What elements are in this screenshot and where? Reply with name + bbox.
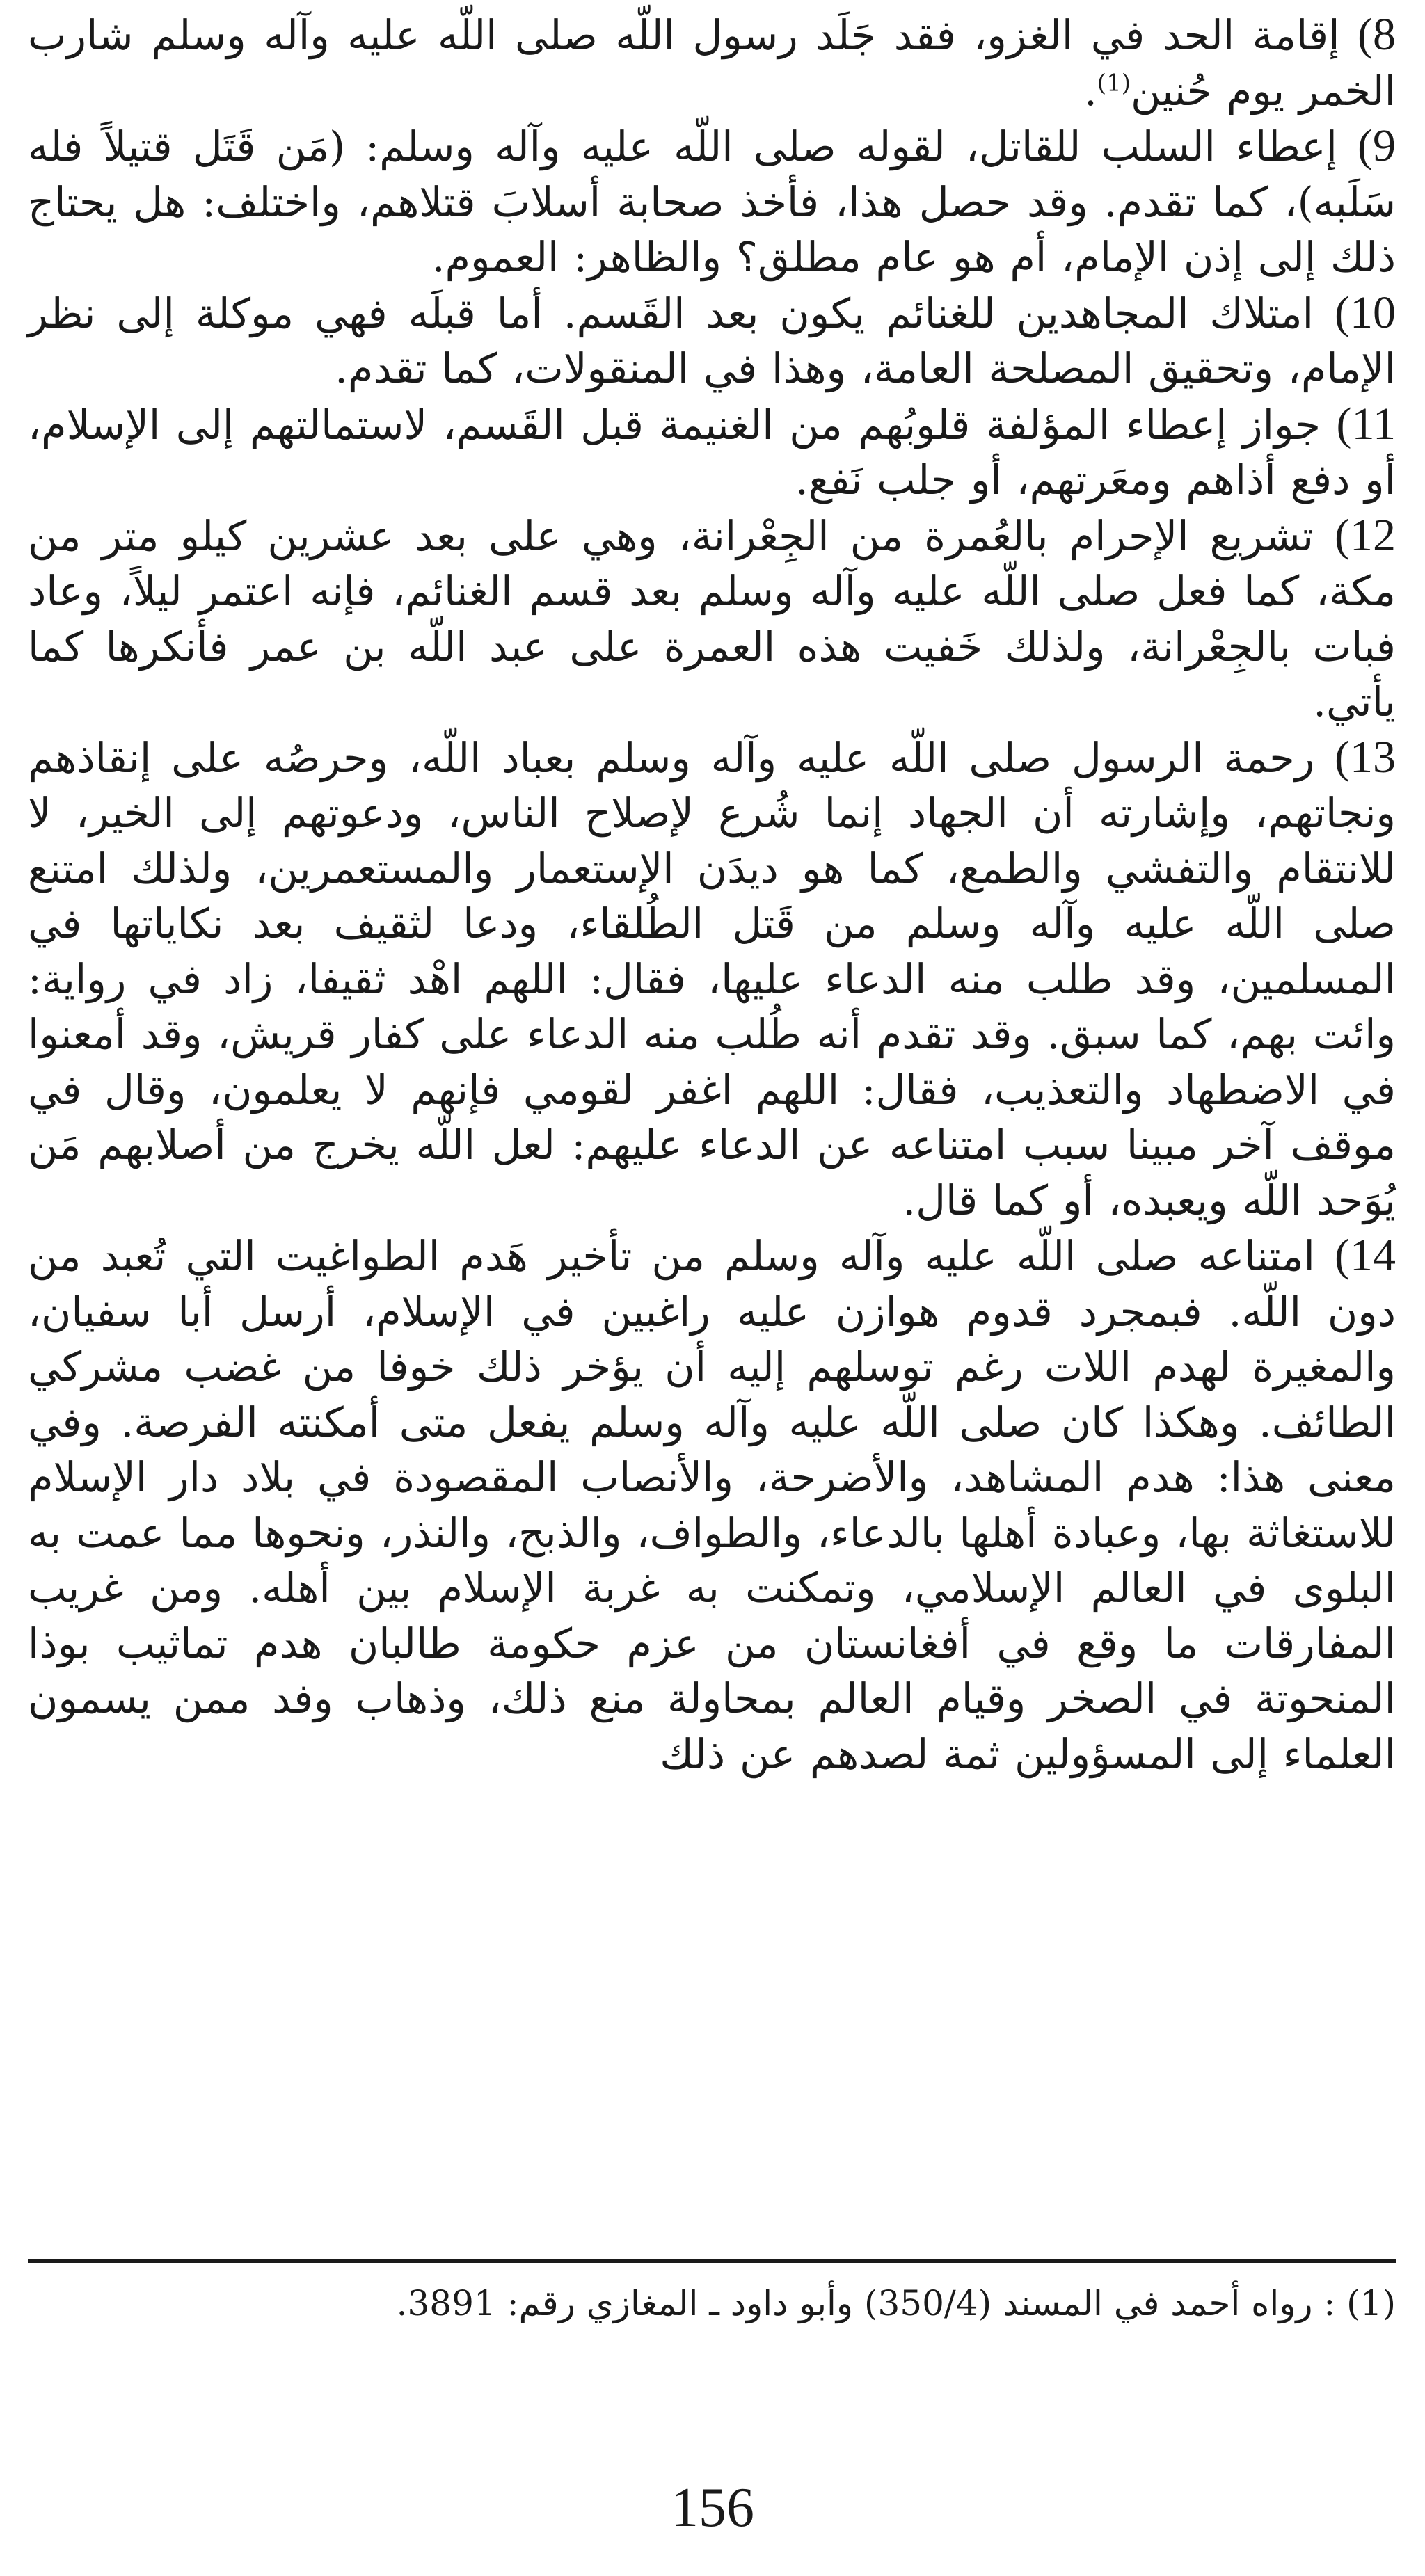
paragraph-text-end: . <box>1084 66 1097 115</box>
paragraph-9 <box>28 118 1396 285</box>
paragraph-text: جواز إعطاء المؤلفة قلوبُهم من الغنيمة قبل القَسم، لاستمالتهم إلى الإسلام، أو دفع أذاهم ومعَرتهم، أو جلب نَفع. <box>28 400 1396 504</box>
paragraph-10 <box>28 285 1396 397</box>
footnote-reference[interactable]: (1) <box>1097 68 1131 97</box>
footnote-marker: (1) <box>1346 2283 1396 2323</box>
page-number: 156 <box>671 2477 754 2538</box>
paragraph-12 <box>28 508 1396 730</box>
paragraph-text: تشريع الإحرام بالعُمرة من الجِعْرانة، وهي على بعد عشرين كيلو متر من مكة، كما فعل صلى اللّه عليه وآله وسلم بعد قسم الغنائم، فإنه اعتمر ليلاً، وعاد فبات بالجِعْرانة، ولذلك خَفيت هذه العمرة على عبد اللّه بن عمر فأنكرها كما يأتي. <box>28 511 1396 726</box>
footnote-divider <box>28 2259 1396 2263</box>
paragraph-8 <box>28 7 1396 118</box>
paragraph-number: 8) <box>1358 9 1396 60</box>
paragraph-number: 11) <box>1336 398 1396 449</box>
paragraph-number: 13) <box>1335 731 1396 783</box>
page-body <box>28 7 1396 1782</box>
footnote-text: : رواه أحمد في المسند (350/4) وأبو داود ـ المغازي رقم: 3891. <box>396 2283 1347 2323</box>
paragraph-text: رحمة الرسول صلى اللّه عليه وآله وسلم بعباد اللّه، وحرصُه على إنقاذهم ونجاتهم، وإشارته أن الجهاد إنما شُرع لإصلاح الناس، ودعوتهم إلى الخير، لا للانتقام والتفشي والطمع، كما هو ديدَن الإستعمار والمستعمرين، ولذلك امتنع صلى اللّه عليه وآله وسلم من قَتل الطُلقاء، ودعا لثقيف بعد نكاياتها في المسلمين، وقد طلب منه الدعاء عليها، فقال: اللهم اهْد ثقيفا، زاد في رواية: وائت بهم، كما سبق. وقد تقدم أنه طُلب منه الدعاء على كفار قريش، وقد أمعنوا في الاضطهاد والتعذيب، فقال: اللهم اغفر لقومي فإنهم لا يعلمون، وقال في موقف آخر مبينا سبب امتناعه عن الدعاء عليهم: لعل اللّه يخرج من أصلابهم مَن يُوَحد اللّه ويعبده، أو كما قال. <box>28 733 1396 1224</box>
paragraph-text: امتناعه صلى اللّه عليه وآله وسلم من تأخير هَدم الطواغيت التي تُعبد من دون اللّه. فبمجرد قدوم هوازن عليه راغبين في الإسلام، أرسل أبا سفيان، والمغيرة لهدم اللات رغم توسلهم إليه أن يؤخر ذلك خوفا من غضب مشركي الطائف. وهكذا كان صلى اللّه عليه وآله وسلم يفعل متى أمكنته الفرصة. وفي معنى هذا: هدم المشاهد، والأضرحة، والأنصاب المقصودة في بلاد دار الإسلام للاستغاثة بها، وعبادة أهلها بالدعاء، والطواف، والذبح، والنذر، ونحوها مما عمت به البلوى في العالم الإسلامي، وتمكنت به غربة الإسلام بين أهله. ومن غريب المفارقات ما وقع في أفغانستان من عزم حكومة طالبان هدم تماثيب بوذا المنحوتة في الصخر وقيام العالم بمحاولة منع ذلك، وذهاب وفد ممن يسمون العلماء إلى المسؤولين ثمة لصدهم عن ذلك <box>28 1232 1396 1778</box>
paragraph-text: امتلاك المجاهدين للغنائم يكون بعد القَسم. أما قبلَه فهي موكلة إلى نظر الإمام، وتحقيق المصلحة العامة، وهذا في المنقولات، كما تقدم. <box>28 289 1396 392</box>
footnote <box>28 2280 1396 2326</box>
paragraph-number: 14) <box>1335 1230 1396 1281</box>
paragraph-14 <box>28 1228 1396 1782</box>
paragraph-number: 9) <box>1358 120 1396 171</box>
body-text <box>28 7 1396 1782</box>
paragraph-13 <box>28 730 1396 1229</box>
paragraph-number: 12) <box>1335 509 1396 561</box>
paragraph-number: 10) <box>1335 287 1396 338</box>
paragraph-text: إعطاء السلب للقاتل، لقوله صلى اللّه عليه وآله وسلم: (مَن قَتَل قتيلاً فله سَلَبه)، كما تقدم. وقد حصل هذا، فأخذ صحابة أسلابَ قتلاهم، واختلف: هل يحتاج ذلك إلى إذن الإمام، أم هو عام مطلق؟ والظاهر: العموم. <box>28 122 1396 281</box>
paragraph-11 <box>28 397 1396 508</box>
paragraph-text: إقامة الحد في الغزو، فقد جَلَد رسول اللّه صلى اللّه عليه وآله وسلم شارب الخمر يوم حُنين <box>28 11 1396 115</box>
